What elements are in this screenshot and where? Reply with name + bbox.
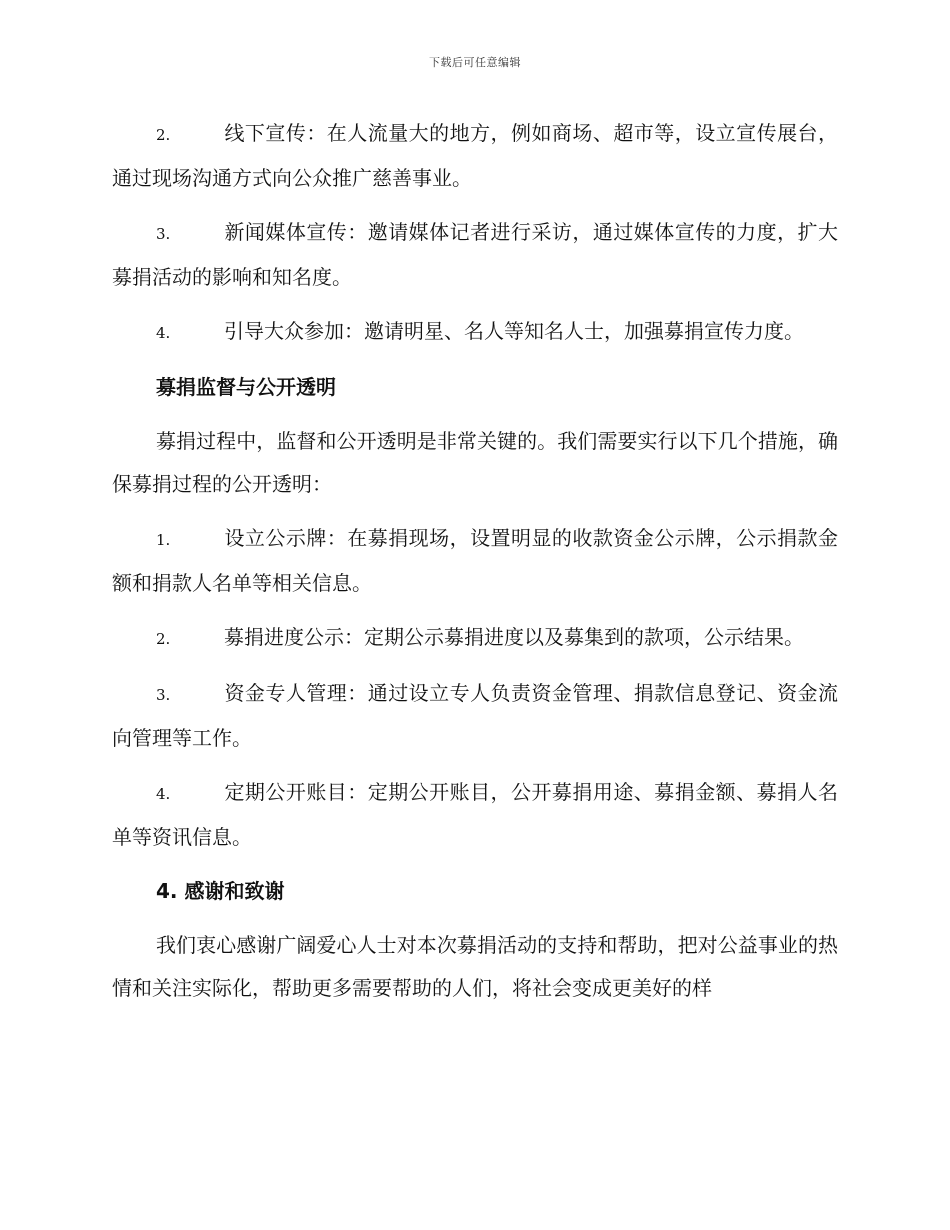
list-item xyxy=(112,112,838,200)
list-text: 引导大众参加：邀请明星、名人等知名人士，加强募捐宣传力度。 xyxy=(224,319,804,343)
document-body xyxy=(112,112,838,1021)
list-number: 4. xyxy=(156,785,171,803)
list-text: 募捐进度公示：定期公示募捐进度以及募集到的款项，公示结果。 xyxy=(224,625,804,649)
list-text: 线下宣传：在人流量大的地方，例如商场、超市等，设立宣传展台，通过现场沟通方式向公众推广慈善事业。 xyxy=(112,121,838,190)
list-text: 设立公示牌：在募捐现场，设置明显的收款资金公示牌，公示捐款金额和捐款人名单等相关信息。 xyxy=(112,526,838,595)
list-item xyxy=(112,771,838,859)
list-number: 4. xyxy=(156,324,171,342)
list-text: 资金专人管理：通过设立专人负责资金管理、捐款信息登记、资金流向管理等工作。 xyxy=(112,681,838,750)
list-number: 3. xyxy=(156,225,171,243)
list-text: 定期公开账目：定期公开账目，公开募捐用途、募捐金额、募捐人名单等资讯信息。 xyxy=(112,780,838,849)
list-item xyxy=(112,517,838,605)
list-item xyxy=(112,310,838,355)
list-number: 1. xyxy=(156,531,171,549)
section-heading: 4. 感谢和致谢 xyxy=(156,879,285,903)
paragraph: 我们衷心感谢广阔爱心人士对本次募捐活动的支持和帮助，把对公益事业的热情和关注实际化，帮助更多需要帮助的人们，将社会变成更美好的样 xyxy=(112,933,838,1000)
list-number: 3. xyxy=(156,686,171,704)
list-item xyxy=(112,616,838,661)
list-item xyxy=(112,672,838,760)
page-header: 下载后可任意编辑 xyxy=(429,56,521,69)
list-number: 2. xyxy=(156,126,171,144)
section-heading: 募捐监督与公开透明 xyxy=(156,375,336,399)
list-number: 2. xyxy=(156,630,171,648)
list-item xyxy=(112,211,838,299)
paragraph: 募捐过程中，监督和公开透明是非常关键的。我们需要实行以下几个措施，确保募捐过程的公开透明： xyxy=(112,429,838,496)
list-text: 新闻媒体宣传：邀请媒体记者进行采访，通过媒体宣传的力度，扩大募捐活动的影响和知名度。 xyxy=(112,220,838,289)
